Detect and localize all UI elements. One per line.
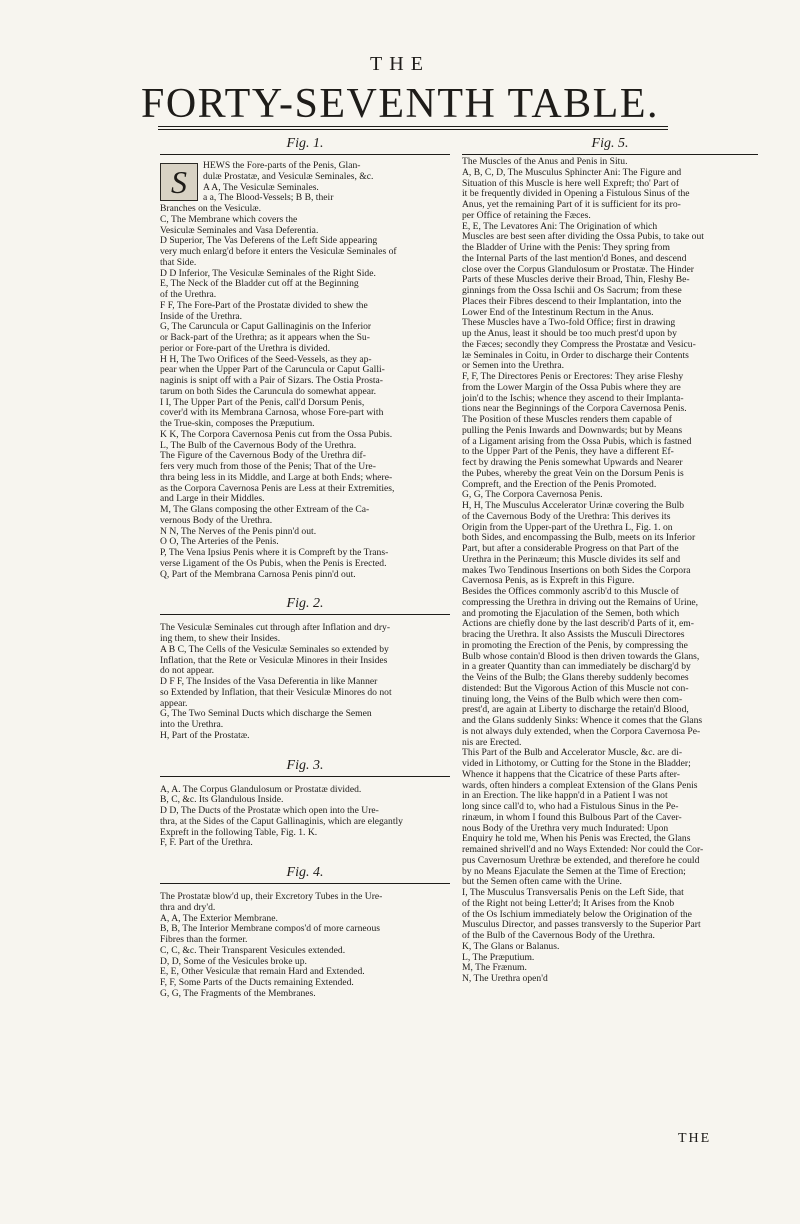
text-line: very much enlarg'd before it enters the Vesiculæ Seminales of <box>160 246 397 257</box>
text-line: distended: But the Vigorous Action of this Muscle not con- <box>462 682 689 694</box>
text-line: naginis is snipt off with a Pair of Sizars. The Ostia Prosta- <box>160 375 383 386</box>
text-line: Cavernosa Penis, as is Expreft in this Figure. <box>462 575 635 587</box>
text-line: D Superior, The Vas Deferens of the Left Side appearing <box>160 235 378 247</box>
text-line: O O, The Arteries of the Penis. <box>160 536 279 548</box>
text-line: H H, The Two Orifices of the Seed-Vessels, as they ap- <box>160 353 372 365</box>
text-line: prest'd, are again at Liberty to discharge the retain'd Blood, <box>462 704 689 716</box>
fig4-heading: Fig. 4. <box>286 865 324 880</box>
fig1-text <box>160 161 450 580</box>
text-line: F, F, Some Parts of the Ducts remaining Extended. <box>160 977 354 988</box>
fig1-rule <box>160 154 450 155</box>
text-line: M, The Frænum. <box>462 962 527 974</box>
text-line: C, C, &c. Their Transparent Vesicules extended. <box>160 944 346 956</box>
left-column <box>160 128 450 1000</box>
text-line: tinuing long, the Veins of the Bulb which were then com- <box>462 693 683 705</box>
fig2-text <box>160 623 450 741</box>
text-line: Lower End of the Intestinum Rectum in the Anus. <box>462 306 654 318</box>
text-line: Vesiculæ Seminales and Vasa Deferentia. <box>160 224 319 236</box>
fig3-heading: Fig. 3. <box>286 757 324 773</box>
text-line: HEWS the Fore-parts of the Penis, Glan- <box>203 160 361 171</box>
text-line: The Figure of the Cavernous Body of the Urethra dif- <box>160 450 366 462</box>
text-line: pus Cavernosum Urethræ be extended, and therefore he could <box>462 854 700 866</box>
text-line: E, The Neck of the Bladder cut off at the Beginning <box>160 278 359 290</box>
text-line: The Vesiculæ Seminales cut through after Inflation and dry- <box>160 622 391 634</box>
text-line: fect by drawing the Penis somewhat Upwards and Nearer <box>462 457 683 468</box>
text-line: Places their Fibres descend to their Implantation, into the <box>462 295 682 307</box>
text-line: The Position of these Muscles renders them capable of <box>462 414 672 425</box>
text-line: Origin from the Upper-part of the Urethra L, Fig. 1. on <box>462 521 673 533</box>
text-line: ing them, to shew their Insides. <box>160 633 281 644</box>
text-line: D D Inferior, The Vesiculæ Seminales of the Right Side. <box>160 267 376 279</box>
text-line: F, F, The Directores Penis or Erectores: They arise Fleshy <box>462 371 684 382</box>
text-line: into the Urethra. <box>160 719 224 730</box>
text-line: so Extended by Inflation, that their Vesiculæ Minores do not <box>160 686 392 698</box>
text-line: nous Body of the Urethra very much Indurated: Upon <box>462 822 669 834</box>
text-line: or Semen into the Urethra. <box>462 360 565 372</box>
text-line: Branches on the Vesiculæ. <box>160 203 262 214</box>
text-line: in a greater Quantity than can immediately be discharg'd by <box>462 661 691 673</box>
text-line: H, Part of the Prostatæ. <box>160 729 250 741</box>
text-line: A, A, The Exterior Membrane. <box>160 912 278 924</box>
text-line: the Fæces; secondly they Compress the Prostatæ and Vesicu- <box>462 338 696 350</box>
text-line: Fibres than the former. <box>160 934 248 945</box>
text-line: in an Erection. The like happn'd in a Patient I was not <box>462 790 668 802</box>
text-line: close over the Corpus Glandulosum or Prostatæ. The Hinder <box>462 263 694 275</box>
text-line: L, The Præputium. <box>462 951 535 963</box>
decorated-initial: S <box>160 163 198 201</box>
text-line: remained shrivell'd and no Ways Extended: Nor could the Cor- <box>462 844 704 855</box>
text-line: B, C, &c. Its Glandulous Inside. <box>160 794 284 806</box>
text-line: per Office of retaining the Fæces. <box>462 209 591 221</box>
text-line: rinæum, in whom I found this Bulbous Part of the Caver- <box>462 811 682 823</box>
text-line: but the Semen often came with the Urine. <box>462 876 622 888</box>
fig4-text <box>160 892 450 1000</box>
text-line: of the Bulb of the Cavernous Body of the Urethra. <box>462 930 655 941</box>
fig5-text <box>462 157 758 985</box>
text-line: M, The Glans composing the other Extream of the Ca- <box>160 504 370 515</box>
text-line: C, The Membrane which covers the <box>160 213 298 225</box>
text-line: fers very much from those of the Penis; That of the Ure- <box>160 461 376 472</box>
catchword: THE <box>678 1131 712 1146</box>
text-line: both Sides, and encompassing the Bulb, meets on its Inferior <box>462 532 696 544</box>
text-line: Expreft in the following Table, Fig. 1. K. <box>160 826 318 838</box>
text-line: the Bladder of Urine with the Penis: They spring from <box>462 242 670 253</box>
text-line: by no Means Ejaculate the Semen at the Time of Erection; <box>462 865 686 877</box>
header-the: THE <box>370 53 430 75</box>
text-line: E, E, Other Vesiculæ that remain Hard and Extended. <box>160 966 365 978</box>
text-line: or Back-part of the Urethra; as it appears when the Su- <box>160 332 370 343</box>
text-line: Inside of the Urethra. <box>160 310 243 322</box>
text-line: tions near the Beginnings of the Corpora Cavernosa Penis. <box>462 403 687 415</box>
text-line: of the Os Ischium immediately below the Origination of the <box>462 908 692 920</box>
text-line: that Side. <box>160 256 197 268</box>
text-line: cover'd with its Membrana Carnosa, whose Fore-part with <box>160 407 384 419</box>
text-line: N N, The Nerves of the Penis pinn'd out. <box>160 525 317 537</box>
text-line: vided in Lithotomy, or Cutting for the Stone in the Bladder; <box>462 758 691 769</box>
text-line: up the Anus, least it should be too much prest'd upon by <box>462 328 677 339</box>
text-line: thra being less in its Middle, and Large at both Ends; where- <box>160 471 393 483</box>
text-line: in promoting the Erection of the Penis, by compressing the <box>462 639 688 651</box>
text-line: læ Seminales in Coitu, in Order to discharge their Contents <box>462 349 689 361</box>
text-line: Part, but after a considerable Progress on that Part of the <box>462 543 679 554</box>
text-line: compressing the Urethra in driving out the Remains of Urine, <box>462 596 699 608</box>
text-line: of the Cavernous Body of the Urethra: This derives its <box>462 510 671 522</box>
text-line: Besides the Offices commonly ascrib'd to this Muscle of <box>462 586 679 597</box>
text-line: tarum on both Sides the Caruncula do somewhat appear. <box>160 385 377 397</box>
text-line: Urethra in the Perinæum; this Muscle divides its self and <box>462 553 681 565</box>
text-line: join'd to the Ischis; whence they ascend to their Implanta- <box>462 392 684 404</box>
text-line: These Muscles have a Two-fold Office; first in drawing <box>462 317 676 329</box>
text-line: nis are Erected. <box>462 736 522 748</box>
text-line: bracing the Urethra. It also Assists the Musculi Directores <box>462 629 685 640</box>
text-line: Actions are chiefly done by the last describ'd Parts of it, em- <box>462 618 694 630</box>
text-line: E, E, The Levatores Ani: The Origination of which <box>462 220 658 232</box>
text-line: wards, often hinders a compleat Extension of the Glans Penis <box>462 779 698 791</box>
fig2-heading: Fig. 2. <box>286 596 324 612</box>
text-line: from the Lower Margin of the Ossa Pubis where they are <box>462 381 681 393</box>
text-line: This Part of the Bulb and Accelerator Muscle, &c. are di- <box>462 747 683 759</box>
text-line: Musculus Director, and passes transversly to the Superior Part <box>462 919 701 931</box>
text-line: Whence it happens that the Cicatrice of these Parts after- <box>462 768 680 780</box>
text-line: K K, The Corpora Cavernosa Penis cut from the Ossa Pubis. <box>160 428 393 440</box>
text-line: Bulb whose contain'd Blood is then driven towards the Glans, <box>462 650 700 662</box>
text-line: long since call'd to, who had a Fistulous Sinus in the Pe- <box>462 801 679 812</box>
text-line: K, The Glans or Balanus. <box>462 940 560 952</box>
text-line: the Veins of the Bulb; the Glans thereby suddenly becomes <box>462 672 689 683</box>
text-line: D D, The Ducts of the Prostatæ which open into the Ure- <box>160 805 379 816</box>
text-line: pear when the Upper Part of the Caruncula or Caput Galli- <box>160 364 385 376</box>
text-line: P, The Vena Ipsius Penis where it is Compreft by the Trans- <box>160 547 389 558</box>
text-line: thra and dry'd. <box>160 901 216 913</box>
text-line: Parts of these Muscles derive their Broad, Thin, Fleshy Be- <box>462 274 690 286</box>
text-line: verse Ligament of the Os Pubis, when the Penis is Erected. <box>160 557 387 569</box>
text-line: G, G, The Corpora Cavernosa Penis. <box>462 489 603 501</box>
text-line: A A, The Vesiculæ Seminales. <box>203 181 319 193</box>
text-line: pulling the Penis Inwards and Downwards; but by Means <box>462 424 683 436</box>
text-line: it be frequently divided in Opening a Fistulous Sinus of the <box>462 188 690 200</box>
text-line: a a, The Blood-Vessels; B B, their <box>203 192 334 204</box>
text-line: The Prostatæ blow'd up, their Excretory Tubes in the Ure- <box>160 891 383 902</box>
text-line: and the Glans suddenly Sinks: Whence it comes that the Glans <box>462 715 703 726</box>
fig1-heading: Fig. 1. <box>286 136 324 151</box>
text-line: dulæ Prostatæ, and Vesiculæ Seminales, &c. <box>203 170 374 182</box>
text-line: F F, The Fore-Part of the Prostatæ divided to shew the <box>160 299 368 311</box>
text-line: ginnings from the Ossa Ischii and Os Sacrum; from these <box>462 285 682 296</box>
text-line: N, The Urethra open'd <box>462 973 548 984</box>
text-line: and promoting the Ejaculation of the Semen, both which <box>462 607 680 619</box>
text-line: L, The Bulb of the Cavernous Body of the Urethra. <box>160 439 357 451</box>
fig3-text <box>160 785 450 850</box>
text-line: the Internal Parts of the last mention'd Bones, and descend <box>462 252 687 264</box>
text-line: of a Ligament arising from the Ossa Pubis, which is fastned <box>462 435 692 447</box>
text-line: I, The Musculus Transversalis Penis on the Left Side, that <box>462 887 684 898</box>
text-line: B, B, The Interior Membrane compos'd of more carneous <box>160 923 381 935</box>
fig3-rule <box>160 776 450 777</box>
text-line: Inflation, that the Rete or Vesiculæ Minores in their Insides <box>160 654 388 666</box>
text-line: G, The Caruncula or Caput Gallinaginis on the Inferior <box>160 321 372 333</box>
text-line: Anus, yet the remaining Part of it is sufficient for its pro- <box>462 199 681 210</box>
fig5-rule <box>462 154 758 155</box>
text-line: Q, Part of the Membrana Carnosa Penis pinn'd out. <box>160 568 356 580</box>
fig2-rule <box>160 614 450 615</box>
text-line: A, A. The Corpus Glandulosum or Prostatæ divided. <box>160 783 362 795</box>
text-line: is not always duly extended, when the Corpora Cavernosa Pe- <box>462 725 701 737</box>
text-line: Muscles are best seen after dividing the Ossa Pubis, to take out <box>462 231 704 243</box>
text-line: do not appear. <box>160 665 215 677</box>
text-line: to the Upper Part of the Penis, they have a different Ef- <box>462 446 674 458</box>
fig4-rule <box>160 883 450 884</box>
text-line: Situation of this Muscle is here well Expreft; tho' Part of <box>462 177 680 189</box>
text-line: perior or Fore-part of the Urethra is divided. <box>160 342 330 354</box>
text-line: G, The Two Seminal Ducts which discharge the Semen <box>160 708 372 720</box>
text-line: The Muscles of the Anus and Penis in Situ. <box>462 156 628 167</box>
text-line: and Large in their Middles. <box>160 493 265 505</box>
text-line: A B C, The Cells of the Vesiculæ Seminales so extended by <box>160 643 389 655</box>
page-title: FORTY-SEVENTH TABLE. <box>140 81 659 127</box>
text-line: H, H, The Musculus Accelerator Urinæ covering the Bulb <box>462 500 685 511</box>
text-line: as the Corpora Cavernosa Penis are Less at their Extremities, <box>160 482 395 494</box>
title-rule-top <box>158 126 668 127</box>
text-line: D F F, The Insides of the Vasa Deferentia in like Manner <box>160 676 378 687</box>
text-line: the True-skin, composes the Præputium. <box>160 418 315 429</box>
fig5-heading: Fig. 5. <box>591 136 629 151</box>
text-line: Compreft, and the Erection of the Penis Promoted. <box>462 478 657 490</box>
text-line: G, G, The Fragments of the Membranes. <box>160 987 316 999</box>
text-line: A, B, C, D, The Musculus Sphincter Ani: The Figure and <box>462 166 682 178</box>
text-line: the Pubes, whereby the great Vein on the Dorsum Penis is <box>462 467 684 479</box>
text-line: makes Two Tendinous Insertions on both Sides the Corpora <box>462 564 691 576</box>
text-line: of the Right not being Letter'd; It Arises from the Knob <box>462 897 675 909</box>
text-line: thra, at the Sides of the Caput Gallinaginis, which are elegantly <box>160 815 403 827</box>
text-line: D, D, Some of the Vesicules broke up. <box>160 955 307 967</box>
text-line: vernous Body of the Urethra. <box>160 514 273 526</box>
right-column <box>462 128 758 985</box>
text-line: F, F. Part of the Urethra. <box>160 837 253 849</box>
text-line: appear. <box>160 697 188 709</box>
text-line: of the Urethra. <box>160 289 217 300</box>
text-line: Enquiry he told me, When his Penis was Erected, the Glans <box>462 833 691 845</box>
text-line: I I, The Upper Part of the Penis, call'd Dorsum Penis, <box>160 396 365 408</box>
